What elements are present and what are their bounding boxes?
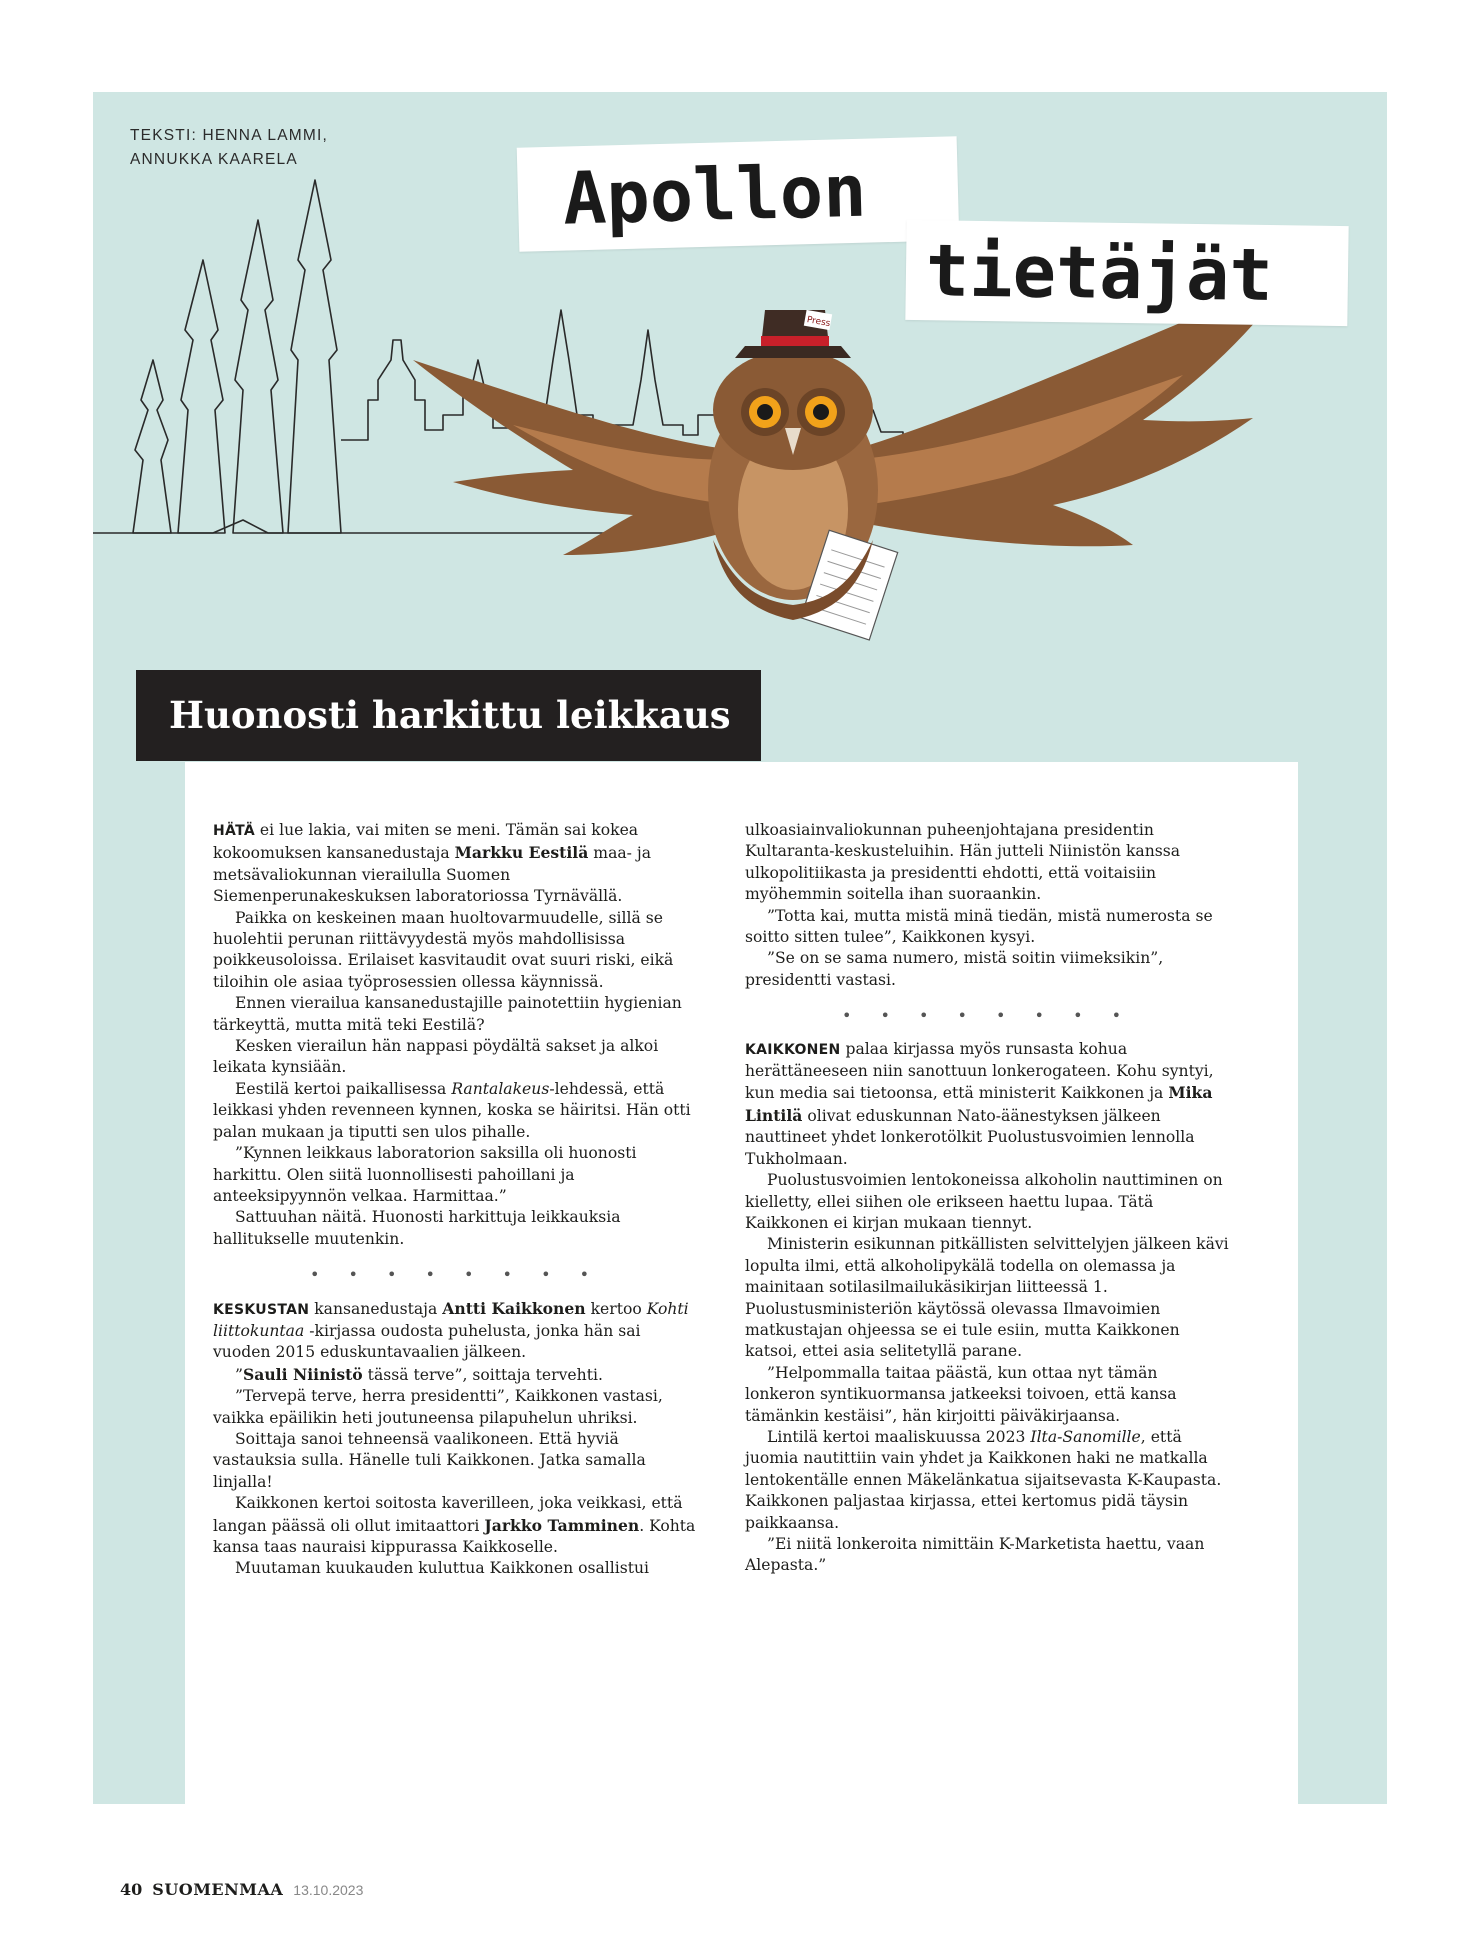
paragraph: ”Tervepä terve, herra presidentti”, Kaikkonen vastasi, vaikka epäilikin heti joutuneensa pilapuhelun uhriksi.: [213, 1387, 663, 1427]
paragraph: Paikka on keskeinen maan huoltovarmuudelle, sillä se huolehtii perunan riittävyydestä myös mahdollisissa poikkeusoloissa. Erilaiset kasvitaudit ovat suuri riski, eikä tiloihin ole asiaa työprosessien ollessa käynnissä.: [213, 908, 674, 991]
paragraph: Soittaja sanoi tehneensä vaalikoneen. Että hyviä vastauksia sulla. Hänelle tuli Kaikkonen. Jatka samalla linjalla!: [213, 1429, 646, 1491]
page-footer: [120, 1880, 363, 1899]
section-lead: KESKUSTAN: [213, 1301, 310, 1318]
page-number: 40: [120, 1880, 143, 1899]
paragraph: Ministerin esikunnan pitkällisten selvittelyjen jälkeen kävi lopulta ilmi, että alkoholipykälä todella on olemassa ja mainitaan sotilasilmailukäsikirjan liitteessä 1. Puolustusministeriön käytössä olevassa Ilmavoimien matkustajan ohjeessa se ei tule esiin, mutta Kaikkonen katsoi, ettei asia selitetyllä parane.: [745, 1235, 1229, 1361]
article-headline: Huonosti harkittu leikkaus: [136, 670, 761, 761]
section-divider: • • • • • • • •: [309, 1265, 602, 1285]
magazine-name: SUOMENMAA: [152, 1880, 284, 1899]
paragraph: ”Kynnen leikkaus laboratorion saksilla oli huonosti harkittu. Olen siitä luonnollisesti pahoillani ja anteeksipyynnön velkaa. Harmittaa.”: [213, 1144, 637, 1205]
paragraph: ulkoasiainvaliokunnan puheenjohtajana presidentin Kultaranta-keskusteluihin. Hän jutteli Niinistön kanssa ulkopolitiikasta ja presidentti ehdotti, että voitaisiin myöhemmin soitella ihan suoraankin.: [745, 821, 1181, 904]
paragraph: Kesken vierailun hän nappasi pöydältä sakset ja alkoi leikata kynsiään.: [213, 1037, 659, 1077]
paragraph: KAIKKONEN palaa kirjassa myös runsasta kohua herättäneeseen niin sanottuun lonkerogateen. Kohu syntyi, kun media sai tietoonsa, että ministerit Kaikkonen ja Mika Lintilä olivat eduskunnan Nato-äänestyksen jälkeen nauttineet yhdet lonkerotölkit Puolustusvoimien lennolla Tukholmaan.: [745, 1039, 1214, 1168]
paragraph: ”Totta kai, mutta mistä minä tiedän, mistä numerosta se soitto sitten tulee”, Kaikkonen kysyi.: [745, 906, 1213, 947]
paragraph: ”Se on se sama numero, mistä soitin viimeksikin”, presidentti vastasi.: [745, 949, 1164, 989]
paragraph: Lintilä kertoi maaliskuussa 2023 Ilta-Sanomille, että juomia nautittiin vain yhdet ja Kaikkonen haki ne matkalla lentokentälle ennen Mäkelänkatua sijaitsevasta K-Kaupasta. Kaikkonen paljastaa kirjassa, ettei kertomus pidä täysin paikkaansa.: [745, 1427, 1222, 1532]
paragraph: Kaikkonen kertoi soitosta kaverilleen, joka veikkasi, että langan päässä oli ollut imitaattori Jarkko Tamminen. Kohta kansa taas nauraisi kippurassa Kaikkoselle.: [213, 1494, 696, 1556]
paragraph: Ennen vierailua kansanedustajille painotettiin hygienian tärkeyttä, mutta mitä teki Eestilä?: [213, 994, 682, 1034]
paragraph: ”Ei niitä lonkeroita nimittäin K-Marketista haettu, vaan Alepasta.”: [745, 1535, 1205, 1575]
paragraph: KESKUSTAN kansanedustaja Antti Kaikkonen kertoo Kohti liittokuntaa -kirjassa oudosta puhelusta, jonka hän sai vuoden 2015 eduskuntavaalien jälkeen.: [213, 1298, 689, 1362]
column-title-line-1: Apollon: [517, 136, 960, 251]
credit-line-2: ANNUKKA KAARELA: [130, 151, 298, 168]
paragraph: HÄTÄ ei lue lakia, vai miten se meni. Tämän sai kokea kokoomuksen kansanedustaja Markku Eestilä maa- ja metsävaliokunnan vierailulla Suomen Siemenperunakeskuksen laboratoriossa Tyrnävällä.: [213, 821, 652, 906]
paragraph: ”Helpommalla taitaa päästä, kun ottaa nyt tämän lonkeron syntikuormansa jatkeeksi toivoen, että kansa tämänkin kestäisi”, hän kirjoitti päiväkirjaansa.: [745, 1363, 1177, 1425]
issue-date: 13.10.2023: [293, 1882, 364, 1898]
credit-line-1: TEKSTI: HENNA LAMMI,: [130, 127, 328, 144]
article-body: [185, 762, 1298, 1805]
paragraph: Puolustusvoimien lentokoneissa alkoholin nauttiminen on kielletty, ellei siihen ole erikseen haettu lupaa. Tätä Kaikkonen ei kirjan mukaan tiennyt.: [745, 1171, 1223, 1232]
text-column-left: [213, 820, 698, 1580]
section-lead: KAIKKONEN: [745, 1041, 841, 1058]
hat-press-label: Press: [805, 315, 832, 330]
column-title-line-2: tietäjät: [905, 220, 1348, 326]
paragraph: Muutaman kuukauden kuluttua Kaikkonen osallistui: [235, 1559, 650, 1578]
section-divider: • • • • • • • •: [841, 1006, 1134, 1026]
paragraph: Sattuuhan näitä. Huonosti harkittuja leikkauksia hallitukselle muutenkin.: [213, 1208, 621, 1248]
section-lead: HÄTÄ: [213, 823, 255, 839]
paragraph: ”Sauli Niinistö tässä terve”, soittaja tervehti.: [235, 1364, 603, 1384]
text-column-right: [745, 820, 1230, 1577]
paragraph: Eestilä kertoi paikallisessa Rantalakeus-lehdessä, että leikkasi yhden revenneen kynnen, koska se häiritsi. Hän otti palan mukaan ja tiputti sen ulos pihalle.: [213, 1079, 691, 1141]
